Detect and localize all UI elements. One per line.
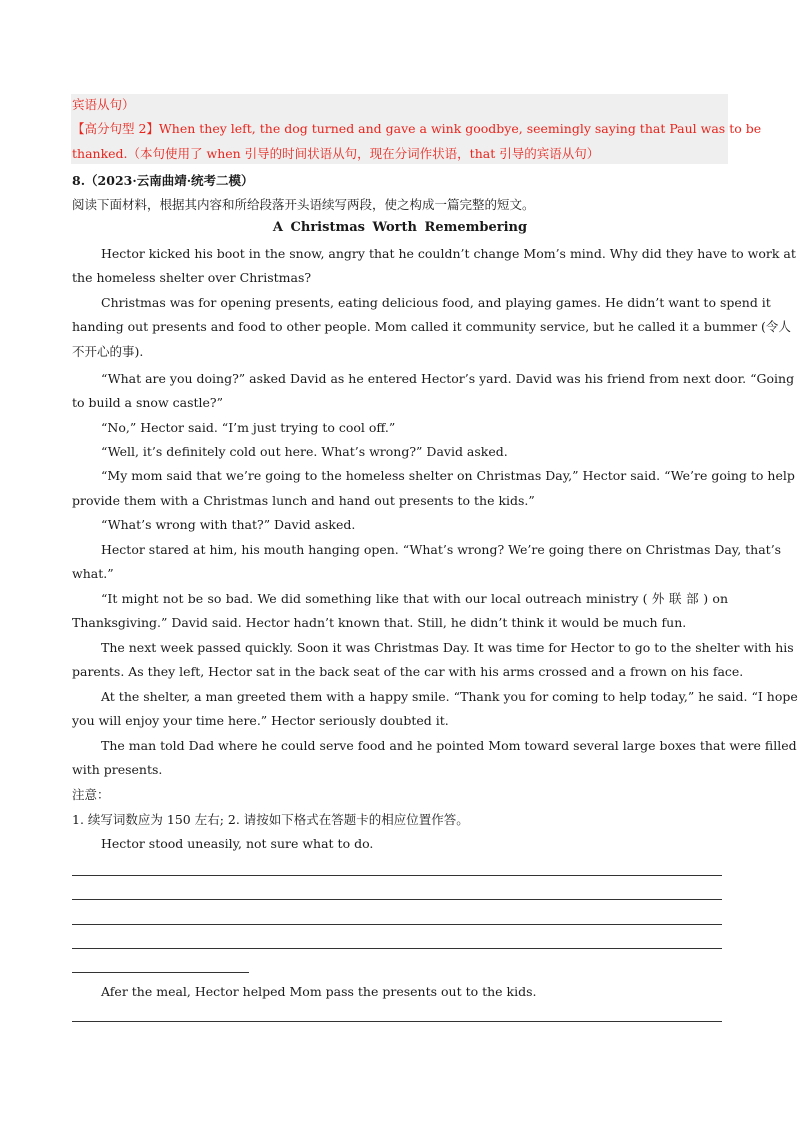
answer-line	[72, 948, 722, 949]
notes-label: 注意：	[72, 787, 110, 802]
passage-line: to build a snow castle?”	[72, 395, 224, 410]
passage-line: “My mom said that we’re going to the homeless shelter on Christmas Day,” Hector said. “We’re going to help	[101, 468, 795, 483]
passage-line: parents. As they left, Hector sat in the back seat of the car with his arms crossed and a frown on his face.	[72, 664, 744, 679]
answer-line	[72, 924, 722, 925]
notes-text: 1. 续写词数应为 150 左右; 2. 请按如下格式在答题卡的相应位置作答。	[72, 812, 469, 827]
passage-line: with presents.	[72, 762, 163, 777]
passage-line: handing out presents and food to other people. Mom called it community service, but he called it a bummer (令人	[72, 319, 791, 334]
header-line-1: 宾语从句）	[72, 97, 135, 112]
header-line-3: thanked.（本句使用了 when 引导的时间状语从句，现在分词作状语，that 引导的宾语从句）	[72, 146, 600, 161]
paragraph-1-opening: Hector stood uneasily, not sure what to do.	[101, 836, 374, 851]
answer-line	[72, 1021, 722, 1022]
passage-line: At the shelter, a man greeted them with a happy smile. “Thank you for coming to help today,” he said. “I hope	[101, 689, 798, 704]
passage-line: what.”	[72, 566, 114, 581]
passage-line: Thanksgiving.” David said. Hector hadn’t known that. Still, he didn’t think it would be much fun.	[72, 615, 687, 630]
question-instruction: 阅读下面材料，根据其内容和所给段落开头语续写两段，使之构成一篇完整的短文。	[72, 197, 535, 212]
passage-title: A Christmas Worth Remembering	[272, 220, 528, 235]
passage-line: Hector stared at him, his mouth hanging open. “What’s wrong? We’re going there on Christmas Day, that’s	[101, 542, 782, 557]
header-line-2: 【高分句型 2】When they left, the dog turned and gave a wink goodbye, seemingly saying that Paul was to be	[72, 121, 762, 136]
passage-line: the homeless shelter over Christmas?	[72, 270, 312, 285]
answer-line	[72, 875, 722, 876]
passage-line: “What are you doing?” asked David as he entered Hector’s yard. David was his friend from next door. “Going	[101, 371, 795, 386]
passage-line: The man told Dad where he could serve food and he pointed Mom toward several large boxes that were filled	[101, 738, 797, 753]
answer-line	[72, 972, 249, 973]
passage-line: The next week passed quickly. Soon it was Christmas Day. It was time for Hector to go to the shelter with his	[101, 640, 794, 655]
question-number: 8.（2023·云南曲靖·统考二模）	[72, 173, 254, 188]
passage-line: “No,” Hector said. “I’m just trying to cool off.”	[101, 420, 396, 435]
passage-line: Hector kicked his boot in the snow, angry that he couldn’t change Mom’s mind. Why did they have to work at	[101, 246, 796, 261]
passage-line: provide them with a Christmas lunch and hand out presents to the kids.”	[72, 493, 535, 508]
passage-line: you will enjoy your time here.” Hector seriously doubted it.	[72, 713, 449, 728]
passage-line: Christmas was for opening presents, eating delicious food, and playing games. He didn’t want to spend it	[101, 295, 771, 310]
passage-line: “Well, it’s definitely cold out here. What’s wrong?” David asked.	[101, 444, 508, 459]
passage-line: “What’s wrong with that?” David asked.	[101, 517, 356, 532]
answer-line	[72, 899, 722, 900]
paragraph-2-opening: Afer the meal, Hector helped Mom pass the presents out to the kids.	[101, 984, 537, 999]
passage-line: “It might not be so bad. We did something like that with our local outreach ministry ( 外 联 部 ) on	[101, 591, 728, 606]
passage-line: 不开心的事).	[72, 344, 144, 359]
